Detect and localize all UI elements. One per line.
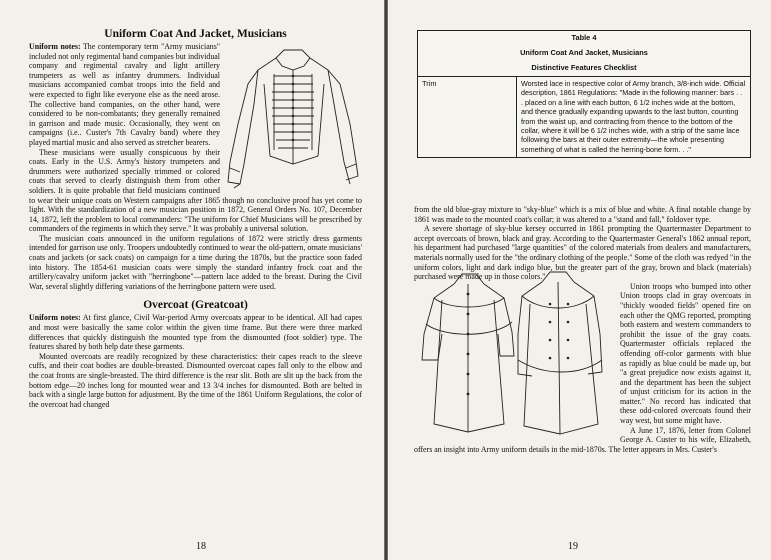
uniform-notes-label: Uniform notes:	[29, 42, 81, 51]
table-cell-description: Worsted lace in respective color of Army branch, 3/8-inch wide. Official description, 1861 Regulations: "Made in the following manner: bars . . . placed on a line with each button, 6 1/2 inches wide at the bottom, and thence gradually expanding upwards to the last button, counting from the waist up, and contracting from thence to the bottom of the collar, where it will be 6 1/2 inches wide, with a strip of the same lace following the bars at their outer extremity—the whole presenting something of what is called the herring-bone form. . ."	[521, 79, 746, 154]
jacket-drawing	[224, 44, 362, 190]
right-page-text	[414, 205, 751, 454]
overcoat-notes-para1: Uniform notes: At first glance, Civil War-period Army overcoats appear to be identical. All had capes and most were basically the same color within the given time frame. But there were three marked differences that quickly distinguish the mounted type from the dismounted (foot soldier) type. The features shared by both help date these garments.	[29, 313, 362, 352]
left-page	[0, 0, 384, 560]
overcoats-illustration	[414, 264, 614, 440]
table-heading: Distinctive Features Checklist	[531, 63, 637, 72]
table-title: Table 4	[571, 33, 597, 42]
table-cell-feature: Trim	[418, 77, 517, 157]
page-number-left: 18	[196, 541, 206, 552]
overcoat-section	[29, 299, 362, 409]
musicians-notes-para1: Uniform notes: The contemporary term "Army musicians" included not only regimental band companies but individual company and regimental cavalry and light artillery trumpeters as well as infantry drummers. Individual musicians accompanied combat troops into the field and were expected to fight like everyone else as the need arose. The collective band companies, on the other hand, were considered to be non-combatants; they generally remained in garrison and made music. Occasionally, they went on campaigns (i.e.. Custer's 7th Cavalry band) where they played martial music and also served as stretcher bearers.	[29, 42, 220, 147]
table-subtitle: Uniform Coat And Jacket, Musicians	[520, 48, 648, 57]
musicians-notes-para3: The musician coats announced in the uniform regulations of 1872 were strictly dress garments intended for garrison use only. Troopers undoubtedly continued to wear the old-pattern, ornate musicians' coats and jackets (or sack coats) on campaign for a time during the 1870s, but the practice soon faded into history. The 1854-61 musician coats were simply the standard infantry frock coat and the artillery/cavalry uniform jacket with "herringbone"—pattern lace added to the breast. During the Civil War, several slightly differing variations of the herringbone pattern were used.	[29, 233, 362, 291]
musician-jacket-illustration	[224, 44, 362, 190]
quartermaster-para: Union troops who bumped into other Union troops clad in gray overcoats in "thickly wooded fields" opened fire on each other the QMG reported, prompting both eastern and western commanders to prohibit the issue of the gray coats. Quartermaster officials replaced the offending off-color garments with blue as rapidly as blue could be made up, but "a great prejudice now exists against it, and the department has been the subject of unjust criticism for its action in the matter." No record has indicated that these odd-colored overcoats found their way west, but some might have.	[620, 281, 751, 426]
page-number-right: 19	[568, 541, 578, 552]
custer-letter-para: A June 17, 1876, letter from Colonel George A. Custer to his wife, Elizabeth, offers an insight into Army uniform details in the mid-1870s. The letter appears in Mrs. Custer's	[414, 425, 751, 454]
overcoats-drawing	[414, 264, 614, 440]
right-page	[388, 0, 771, 560]
section-title-overcoat: Overcoat (Greatcoat)	[143, 299, 248, 312]
left-page-text	[29, 28, 362, 409]
overcoat-continued-para: from the old blue-gray mixture to "sky-blue" which is a mix of blue and white. A final notable change by 1861 was made to the mounted coat's collar; it was altered to a "stand and fall," foldover type.	[414, 205, 751, 224]
uniform-notes-label: Uniform notes:	[29, 313, 81, 323]
overcoat-notes-para2: Mounted overcoats are readily recognized by these characteristics: their capes reach to the sleeve cuffs, and their coat bodies are double-breasted. Dismounted overcoat capes fall only to the elbow and the coat fronts are single-breasted. The third difference is the rear slit. Both are slit up the back from the bottom edge—20 inches long for mounted wear and 13 3/4 inches for dismounted. Both are belted in back with a single large button for adjustment. By the time of the 1861 Uniform Regulations, the color of the overcoat had changed	[29, 351, 362, 409]
table-row	[418, 77, 750, 157]
shortage-para-start: A severe shortage of sky-blue kersey occurred in 1861 prompting the Quartermaster Department to accept overcoats of brown, black and gray. According to the Quartermaster General's 1862 annual report, his department had purchased "large quantities" of the colored materials from dealers and manufacturers, materials normally used for the "the ordinary clothing of the people." Some of the cloth was redyed "in the uniform colors, light and dark indigo blue, but the greater part of the gray, brown and black (materials) purchased were made up in those colors."	[414, 224, 751, 282]
section-title-musicians: Uniform Coat And Jacket, Musicians	[104, 28, 287, 40]
musicians-notes-para2: These musicians were usually conspicuous by their coats. Early in the U.S. Army's history trumpeters and drummers were authorized specially trimmed or colored coats that served to clearly distinguish them from other soldiers. It is quite probable that field musicians continued to wear their unique coats on Western campaigns after 1865 though no conclusive proof has yet come to light. With the standardization of a new musician position in 1872, General Orders No. 107, December 14, 1872, left the problem to local commanders: "The uniform for Chief Musicians will be prescribed by commanders of the regiments in which they serve." It was probably a universal solution.	[29, 147, 362, 234]
table-header	[418, 31, 750, 77]
features-table	[417, 30, 751, 158]
